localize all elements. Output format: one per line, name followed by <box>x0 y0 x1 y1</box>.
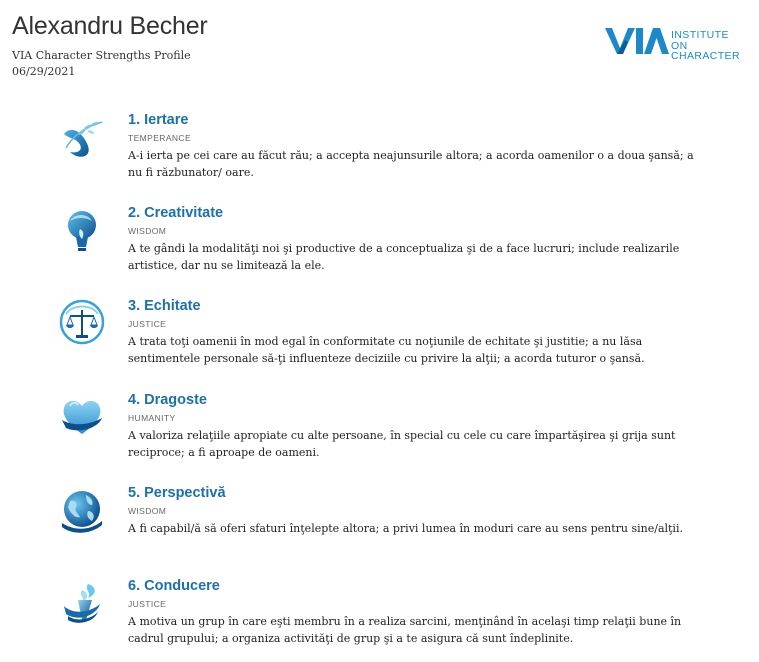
lightbulb-icon <box>58 207 106 255</box>
profile-date: 06/29/2021 <box>12 65 76 78</box>
strength-item <box>0 392 759 462</box>
via-logo <box>605 26 745 62</box>
strength-description: A motiva un grup în care eşti membru în a realiza sarcini, menţinând în acelaşi timp relaţii bune în cadrul grupului; a organiza activităţi de grup şi a te asigura că sunt îndeplinite. <box>128 615 682 645</box>
profile-label: VIA Character Strengths Profile <box>12 49 191 62</box>
olive-branch-icon <box>58 114 106 162</box>
strength-item <box>0 112 759 182</box>
heart-icon <box>58 392 106 440</box>
strength-item <box>0 485 759 555</box>
profile-name: Alexandru Becher <box>12 12 208 40</box>
strength-title: 3. Echitate <box>128 298 201 314</box>
strength-description: A-i ierta pe cei care au făcut rău; a accepta neajunsurile altora; a acorda oamenilor o a doua şansă; a nu fi răzbunator/ oare. <box>128 149 694 179</box>
strength-item <box>0 205 759 275</box>
strength-title: 6. Conducere <box>128 578 220 594</box>
strength-virtue: JUSTICE <box>128 599 167 609</box>
strength-item <box>0 298 759 368</box>
logo-line2: CHARACTER <box>671 50 740 62</box>
strength-description: A trata toţi oamenii în mod egal în conformitate cu noţiunile de echitate şi justitie; a nu lăsa sentimentele personale să-ţi influenteze deciziile cu privire la alţii; a acorda tuturor o şansă. <box>128 335 645 365</box>
strength-item <box>0 578 759 658</box>
strength-title: 1. Iertare <box>128 112 189 128</box>
torch-icon <box>58 580 106 628</box>
strength-virtue: WISDOM <box>128 226 167 236</box>
logo-text <box>671 30 745 62</box>
globe-icon <box>58 487 106 535</box>
strength-title: 5. Perspectivă <box>128 485 226 501</box>
logo-line1: INSTITUTE ON <box>671 29 729 52</box>
via-logo-mark <box>605 26 669 56</box>
strength-description: A fi capabil/ă să oferi sfaturi înţelepte altora; a privi lumea în moduri care au sens pentru sine/alţii. <box>128 522 683 535</box>
scales-icon <box>58 298 106 346</box>
strength-virtue: WISDOM <box>128 506 167 516</box>
strength-virtue: TEMPERANCE <box>128 133 192 143</box>
strength-description: A valoriza relaţiile apropiate cu alte persoane, în special cu cele cu care împartăşirea şi grija sunt reciproce; a fi aproape de oameni. <box>128 429 676 459</box>
strength-title: 4. Dragoste <box>128 392 207 408</box>
strength-virtue: JUSTICE <box>128 319 167 329</box>
strength-virtue: HUMANITY <box>128 413 176 423</box>
strength-title: 2. Creativitate <box>128 205 224 221</box>
profile-subtitle <box>12 48 191 80</box>
strength-description: A te gândi la modalităţi noi şi productive de a conceptualiza şi de a face lucruri; include realizarile artistice, dar nu se limitează la ele. <box>128 242 680 272</box>
